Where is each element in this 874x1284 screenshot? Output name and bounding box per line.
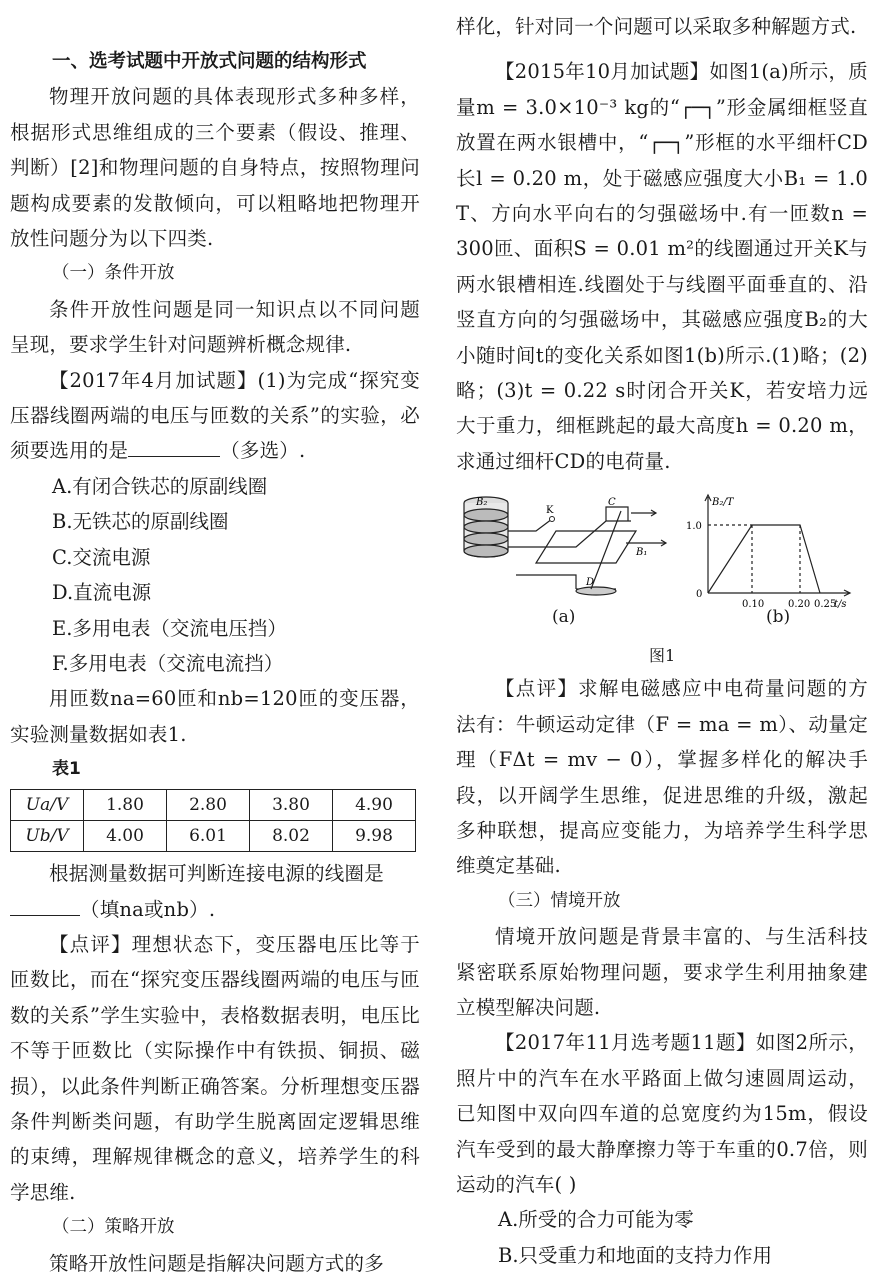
continued-paragraph: 样化，针对同一个问题可以采取多种解题方式. [456, 15, 857, 38]
turns-paragraph: 用匝数na=60匝和nb=120匝的变压器，实验测量数据如表1. [10, 687, 420, 746]
data-table [10, 789, 416, 852]
subheading-context-open: （三）情境开放 [498, 890, 621, 911]
table-row-label: Ua/V [11, 790, 84, 821]
question-2017-april-suffix: （多选）. [220, 439, 306, 463]
option-item: B.无铁芯的原副线圈 [52, 510, 229, 534]
judge-suffix: （填na或nb）. [80, 897, 216, 921]
option-item: D.直流电源 [52, 581, 152, 605]
table-cell: 9.98 [333, 821, 416, 852]
question-2015-october: 【2015年10月加试题】如图1(a)所示，质量m = 3.0×10⁻³ kg的“┌─┐”形金属细框竖直放置在两水银槽中，“┌─┐”形框的水平细杆CD长l = 0.20 m，处于磁感应强度大小B₁ = 1.0 T、方向水平向右的匀强磁场中.有一匝数n = 300匝、面积S = 0.01 m²的线圈通过开关K与两水银槽相连.线圈处于与线圈平面垂直的、沿竖直方向的匀强磁场中，其磁感应强度B₂的大小随时间t的变化关系如图1(b)所示.(1)略；(2)略；(3)t = 0.22 s时闭合开关K，若安培力远大于重力，细框跳起的最大高度h = 0.20 m，求通过细杆CD的电荷量. [456, 60, 868, 473]
option-item: C.交流电源 [52, 545, 151, 569]
graph-ylabel: B₂/T [712, 497, 734, 509]
graph-x-tick: 0.20 [788, 599, 811, 611]
intro-paragraph: 物理开放问题的具体表现形式多种多样，根据形式思维组成的三个要素（假设、推理、判断）[2]和物理问题的自身特点，按照物理问题构成要素的发散倾向，可以粗略地把物理开放性问题分为以下四类. [10, 85, 420, 251]
right-column [456, 0, 868, 1273]
left-column [10, 0, 420, 1281]
strategy-open-paragraph: 策略开放性问题是指解决问题方式的多 [49, 1251, 384, 1275]
table-cell: 1.80 [84, 790, 167, 821]
option-item: E.多用电表（交流电压挡） [52, 616, 287, 640]
table-row [11, 821, 416, 852]
figure-1 [456, 485, 868, 671]
section-heading: 一、选考试题中开放式问题的结构形式 [52, 51, 367, 72]
figure-caption: 图1 [649, 646, 676, 666]
subheading-strategy-open: （二）策略开放 [52, 1217, 175, 1238]
judge-blank-line [10, 892, 420, 927]
condition-open-paragraph: 条件开放性问题是同一知识点以不同问题呈现，要求学生针对问题辨析概念规律. [10, 297, 420, 357]
option-item: F.多用电表（交流电流挡） [52, 651, 284, 675]
table-cell: 8.02 [250, 821, 333, 852]
option-item: B.只受重力和地面的支持力作用 [498, 1243, 773, 1267]
figure-1a-diagram [456, 491, 686, 611]
option-item: A.有闭合铁芯的原副线圈 [52, 474, 268, 498]
label-c: C [608, 497, 616, 509]
graph-origin: 0 [696, 589, 703, 601]
judge-paragraph: 根据测量数据可判断连接电源的线圈是 [49, 862, 384, 886]
question-2017-april [10, 363, 420, 469]
subheading-condition-open: （一）条件开放 [52, 263, 175, 284]
label-b2: B₂ [476, 497, 488, 509]
table-cell: 2.80 [167, 790, 250, 821]
label-d: D [586, 577, 595, 589]
graph-xlabel: t/s [834, 599, 847, 611]
figure-label-b: (b) [766, 607, 791, 628]
label-b1: B₁ [636, 547, 648, 559]
table-cell: 6.01 [167, 821, 250, 852]
comment-paragraph: 【点评】求解电磁感应中电荷量问题的方法有：牛顿运动定律（F = ma = m）、动量定理（FΔt = mv − 0），掌握多样化的解决手段，以开阔学生思维，促进思维的升级，激起多种联想，提高应变能力，为培养学生科学思维奠定基础. [456, 677, 868, 878]
table-cell: 4.00 [84, 821, 167, 852]
comment-paragraph: 【点评】理想状态下，变压器电压比等于匝数比，而在“探究变压器线圈两端的电压与匝数的关系”学生实验中，表格数据表明，电压比不等于匝数比（实际操作中有铁损、铜损、磁损），以此条件判断正确答案。分析理想变压器条件判断类问题，有助学生脱离固定逻辑思维的束缚，理解规律概念的意义，培养学生的科学思维. [10, 932, 420, 1204]
figure-label-a: (a) [552, 607, 576, 628]
question-2017-april-text: 【2017年4月加试题】(1)为完成“探究变压器线圈两端的电压与匝数的关系”的实验，必须要选用的是 [10, 368, 420, 463]
answer-blank [10, 893, 80, 916]
table-row [11, 790, 416, 821]
option-item: A.所受的合力可能为零 [498, 1208, 694, 1232]
options-list [10, 469, 420, 681]
table-cell: 3.80 [250, 790, 333, 821]
graph-x-tick: 0.25 [814, 599, 837, 611]
context-open-paragraph: 情境开放问题是背景丰富的、与生活科技紧密联系原始物理问题，要求学生利用抽象建立模型解决问题. [456, 925, 868, 1019]
question-2017-november: 【2017年11月选考题11题】如图2所示，照片中的汽车在水平路面上做匀速圆周运动，已知图中双向四车道的总宽度约为15m，假设汽车受到的最大静摩擦力等于车重的0.7倍，则运动的汽车( ) [456, 1031, 868, 1196]
graph-x-tick: 0.10 [742, 599, 765, 611]
label-k: K [546, 505, 554, 517]
answer-blank [128, 434, 220, 457]
table-cell: 4.90 [333, 790, 416, 821]
table-row-label: Ub/V [11, 821, 84, 852]
figure-1b-graph [682, 491, 862, 611]
graph-y-tick: 1.0 [686, 521, 702, 533]
table-title: 表1 [52, 759, 81, 780]
